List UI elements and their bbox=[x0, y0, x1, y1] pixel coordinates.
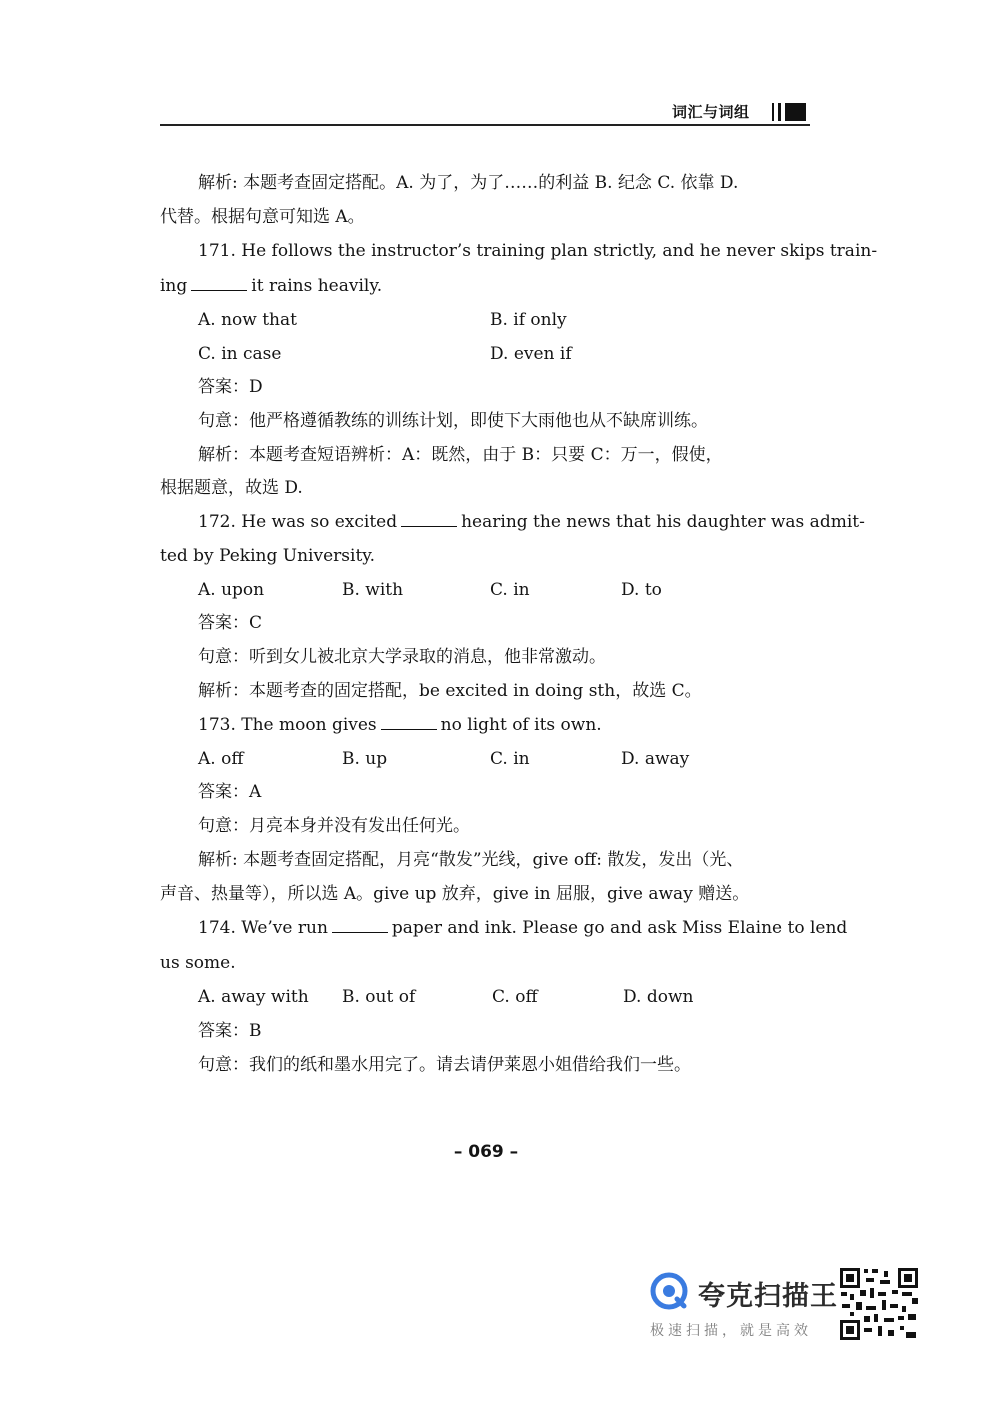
q172-option-b: B. with bbox=[342, 580, 404, 600]
q174-option-d: D. down bbox=[623, 987, 694, 1007]
q174-option-b: B. out of bbox=[342, 987, 416, 1007]
header-rule bbox=[160, 124, 810, 126]
answer-blank bbox=[191, 276, 247, 291]
q172-answer: 答案：C bbox=[198, 613, 263, 633]
watermark-brand: 夸克扫描王 bbox=[698, 1281, 838, 1312]
q171-analysis-line1: 解析：本题考查短语辨析：A：既然，由于 B：只要 C：万一，假使， bbox=[198, 445, 723, 465]
q173-option-c: C. in bbox=[490, 749, 530, 769]
q171-stem-line2 bbox=[160, 275, 382, 297]
section-title: 词汇与词组 bbox=[672, 103, 750, 121]
q170-analysis-line2: 代替。根据句意可知选 A。 bbox=[160, 207, 365, 227]
q171-stem-after: it rains heavily. bbox=[251, 276, 383, 296]
q170-analysis-line1: 解析: 本题考查固定搭配。A. 为了，为了……的利益 B. 纪念 C. 依靠 D. bbox=[198, 173, 739, 193]
header-bars-icon bbox=[772, 103, 806, 121]
q173-answer: 答案：A bbox=[198, 782, 262, 802]
q171-answer: 答案：D bbox=[198, 377, 263, 397]
q171-option-a: A. now that bbox=[198, 310, 297, 330]
q174-answer: 答案：B bbox=[198, 1021, 262, 1041]
q172-meaning: 句意：听到女儿被北京大学录取的消息，他非常激动。 bbox=[198, 647, 606, 667]
answer-blank bbox=[381, 715, 437, 730]
q174-stem-before: 174. We’ve run bbox=[198, 918, 328, 938]
q172-option-a: A. upon bbox=[198, 580, 265, 600]
q174-option-c: C. off bbox=[492, 987, 538, 1007]
q171-option-d: D. even if bbox=[490, 344, 572, 364]
q171-stem-before: ing bbox=[160, 276, 188, 296]
q171-option-c: C. in case bbox=[198, 344, 282, 364]
page-number: – 069 – bbox=[453, 1142, 519, 1162]
q174-option-a: A. away with bbox=[198, 987, 309, 1007]
q172-stem-line1 bbox=[198, 511, 865, 533]
watermark-slogan: 极速扫描，就是高效 bbox=[650, 1323, 812, 1339]
q171-stem-line1: 171. He follows the instructor’s training plan strictly, and he never skips train- bbox=[198, 241, 878, 261]
q172-option-c: C. in bbox=[490, 580, 530, 600]
q174-meaning: 句意：我们的纸和墨水用完了。请去请伊莱恩小姐借给我们一些。 bbox=[198, 1055, 691, 1075]
q173-stem-after: no light of its own. bbox=[440, 715, 602, 735]
q172-option-d: D. to bbox=[621, 580, 662, 600]
q173-stem bbox=[198, 714, 602, 736]
q174-stem-line2: us some. bbox=[160, 953, 236, 973]
q172-stem-before: 172. He was so excited bbox=[198, 512, 398, 532]
answer-blank bbox=[401, 512, 457, 527]
answer-blank bbox=[332, 918, 388, 933]
q172-stem-after: hearing the news that his daughter was admit- bbox=[461, 512, 865, 532]
q174-stem-after: paper and ink. Please go and ask Miss Elaine to lend bbox=[391, 918, 848, 938]
q171-meaning: 句意：他严格遵循教练的训练计划，即使下大雨他也从不缺席训练。 bbox=[198, 411, 708, 431]
qr-code-icon bbox=[838, 1266, 920, 1342]
q174-stem-line1 bbox=[198, 917, 847, 939]
q171-option-b: B. if only bbox=[490, 310, 567, 330]
q173-analysis-line2: 声音、热量等），所以选 A。give up 放弃，give in 屈服，give away 赠送。 bbox=[160, 884, 750, 904]
q173-meaning: 句意：月亮本身并没有发出任何光。 bbox=[198, 816, 470, 836]
q172-analysis: 解析：本题考查的固定搭配，be excited in doing sth，故选 C。 bbox=[198, 681, 702, 701]
quark-logo-icon bbox=[650, 1272, 688, 1310]
q173-analysis-line1: 解析: 本题考查固定搭配，月亮“散发”光线，give off: 散发，发出（光、 bbox=[198, 850, 744, 870]
q173-stem-before: 173. The moon gives bbox=[198, 715, 377, 735]
q172-stem-line2: ted by Peking University. bbox=[160, 546, 376, 566]
q173-option-d: D. away bbox=[621, 749, 690, 769]
q171-analysis-line2: 根据题意，故选 D. bbox=[160, 478, 303, 498]
q173-option-b: B. up bbox=[342, 749, 388, 769]
q173-option-a: A. off bbox=[198, 749, 244, 769]
